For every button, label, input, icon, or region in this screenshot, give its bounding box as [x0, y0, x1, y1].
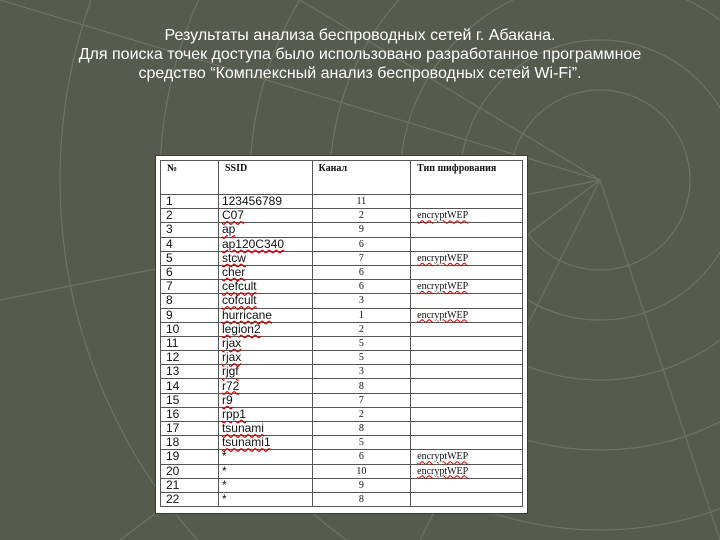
row-ssid [218, 407, 312, 421]
row-channel: 6 [312, 450, 411, 464]
row-ssid [218, 351, 312, 365]
row-encryption: encryptWEP [411, 209, 523, 223]
row-ssid [218, 436, 312, 450]
row-channel: 3 [312, 294, 411, 308]
row-encryption [411, 365, 523, 379]
table-row [161, 308, 523, 322]
row-ssid [218, 294, 312, 308]
row-num: 2 [161, 209, 219, 223]
ssid-text: cefcult [221, 279, 257, 294]
row-num: 8 [161, 294, 219, 308]
table-row [161, 478, 523, 492]
row-ssid [218, 195, 312, 209]
row-encryption: encryptWEP [411, 308, 523, 322]
ssid-text: cher [221, 265, 246, 280]
row-ssid [218, 393, 312, 407]
row-encryption [411, 265, 523, 279]
row-encryption [411, 294, 523, 308]
row-channel: 6 [312, 237, 411, 251]
ssid-text: rjgf [221, 364, 239, 379]
row-channel: 9 [312, 223, 411, 237]
row-encryption [411, 322, 523, 336]
table-row [161, 407, 523, 421]
row-num: 3 [161, 223, 219, 237]
row-channel: 3 [312, 365, 411, 379]
row-num: 15 [161, 393, 219, 407]
ssid-text: tsunami1 [221, 435, 271, 450]
ssid-text: rpp1 [221, 406, 246, 421]
ssid-text: r9 [221, 392, 233, 407]
row-ssid [218, 223, 312, 237]
table-row [161, 209, 523, 223]
table-row [161, 265, 523, 279]
table-row [161, 294, 523, 308]
row-encryption [411, 422, 523, 436]
row-encryption: encryptWEP [411, 464, 523, 478]
row-channel: 6 [312, 280, 411, 294]
row-ssid [218, 492, 312, 506]
ssid-text: * [221, 449, 227, 464]
row-num: 6 [161, 265, 219, 279]
header-num: № [161, 161, 219, 195]
ssid-text: tsunami [221, 421, 264, 436]
row-encryption: encryptWEP [411, 251, 523, 265]
row-num: 22 [161, 492, 219, 506]
row-num: 12 [161, 351, 219, 365]
row-channel: 2 [312, 209, 411, 223]
table-row [161, 379, 523, 393]
row-channel: 2 [312, 322, 411, 336]
ssid-text: r72 [221, 378, 240, 393]
row-channel: 6 [312, 265, 411, 279]
table-row [161, 422, 523, 436]
row-ssid [218, 478, 312, 492]
table-row [161, 223, 523, 237]
row-channel: 10 [312, 464, 411, 478]
ssid-text: ap [221, 222, 236, 237]
row-ssid [218, 336, 312, 350]
row-channel: 8 [312, 379, 411, 393]
ssid-text: rjax [221, 350, 242, 365]
row-num: 18 [161, 436, 219, 450]
ssid-text: rjax [221, 335, 242, 350]
table-row [161, 450, 523, 464]
wifi-networks-table [160, 160, 523, 507]
row-num: 5 [161, 251, 219, 265]
table-row [161, 336, 523, 350]
row-num: 7 [161, 280, 219, 294]
wifi-table-frame [155, 155, 528, 514]
ssid-text: cofcult [221, 293, 257, 308]
table-row [161, 195, 523, 209]
row-encryption [411, 336, 523, 350]
row-ssid [218, 265, 312, 279]
table-row [161, 351, 523, 365]
row-ssid [218, 251, 312, 265]
row-encryption [411, 393, 523, 407]
row-channel: 1 [312, 308, 411, 322]
row-channel: 5 [312, 351, 411, 365]
row-ssid [218, 464, 312, 478]
row-num: 20 [161, 464, 219, 478]
row-channel: 5 [312, 436, 411, 450]
ssid-text: 123456789 [221, 194, 283, 209]
table-row [161, 280, 523, 294]
row-encryption [411, 195, 523, 209]
title-line-2: Для поиска точек доступа было использовано разработанное программное [78, 46, 642, 63]
row-num: 16 [161, 407, 219, 421]
row-num: 4 [161, 237, 219, 251]
row-ssid [218, 322, 312, 336]
table-row [161, 464, 523, 478]
table-row [161, 436, 523, 450]
row-encryption: encryptWEP [411, 280, 523, 294]
row-num: 11 [161, 336, 219, 350]
table-row [161, 322, 523, 336]
row-num: 13 [161, 365, 219, 379]
row-encryption [411, 237, 523, 251]
row-ssid [218, 450, 312, 464]
row-channel: 5 [312, 336, 411, 350]
row-ssid [218, 379, 312, 393]
title-line-1: Результаты анализа беспроводных сетей г. Абакана. [164, 27, 556, 44]
ssid-text: C07 [221, 208, 244, 223]
table-header-row [161, 161, 523, 195]
row-channel: 9 [312, 478, 411, 492]
row-encryption [411, 492, 523, 506]
table-row [161, 492, 523, 506]
title-line-3: средство “Комплексный анализ беспроводных сетей Wi-Fi”. [138, 65, 582, 82]
table-body [161, 195, 523, 507]
table-row [161, 251, 523, 265]
row-channel: 2 [312, 407, 411, 421]
row-ssid [218, 308, 312, 322]
row-num: 17 [161, 422, 219, 436]
header-channel: Канал [312, 161, 411, 195]
header-encryption: Тип шифрования [411, 161, 523, 195]
row-num: 1 [161, 195, 219, 209]
row-channel: 7 [312, 393, 411, 407]
table-row [161, 393, 523, 407]
slide-title [20, 26, 700, 83]
row-num: 19 [161, 450, 219, 464]
ssid-text: * [221, 492, 227, 507]
row-ssid [218, 280, 312, 294]
ssid-text: legion2 [221, 321, 261, 336]
row-channel: 11 [312, 195, 411, 209]
row-num: 10 [161, 322, 219, 336]
row-encryption: encryptWEP [411, 450, 523, 464]
row-encryption [411, 407, 523, 421]
row-encryption [411, 379, 523, 393]
table-row [161, 365, 523, 379]
row-ssid [218, 209, 312, 223]
row-channel: 7 [312, 251, 411, 265]
row-num: 9 [161, 308, 219, 322]
row-ssid [218, 422, 312, 436]
ssid-text: * [221, 477, 227, 492]
row-encryption [411, 223, 523, 237]
row-ssid [218, 237, 312, 251]
row-encryption [411, 436, 523, 450]
row-encryption [411, 478, 523, 492]
table-row [161, 237, 523, 251]
header-ssid: SSID [218, 161, 312, 195]
row-ssid [218, 365, 312, 379]
row-num: 14 [161, 379, 219, 393]
row-channel: 8 [312, 422, 411, 436]
ssid-text: * [221, 463, 227, 478]
ssid-text: stcw [221, 250, 246, 265]
row-num: 21 [161, 478, 219, 492]
row-channel: 8 [312, 492, 411, 506]
row-encryption [411, 351, 523, 365]
ssid-text: hurricane [221, 307, 272, 322]
ssid-text: ap120C340 [221, 236, 285, 251]
